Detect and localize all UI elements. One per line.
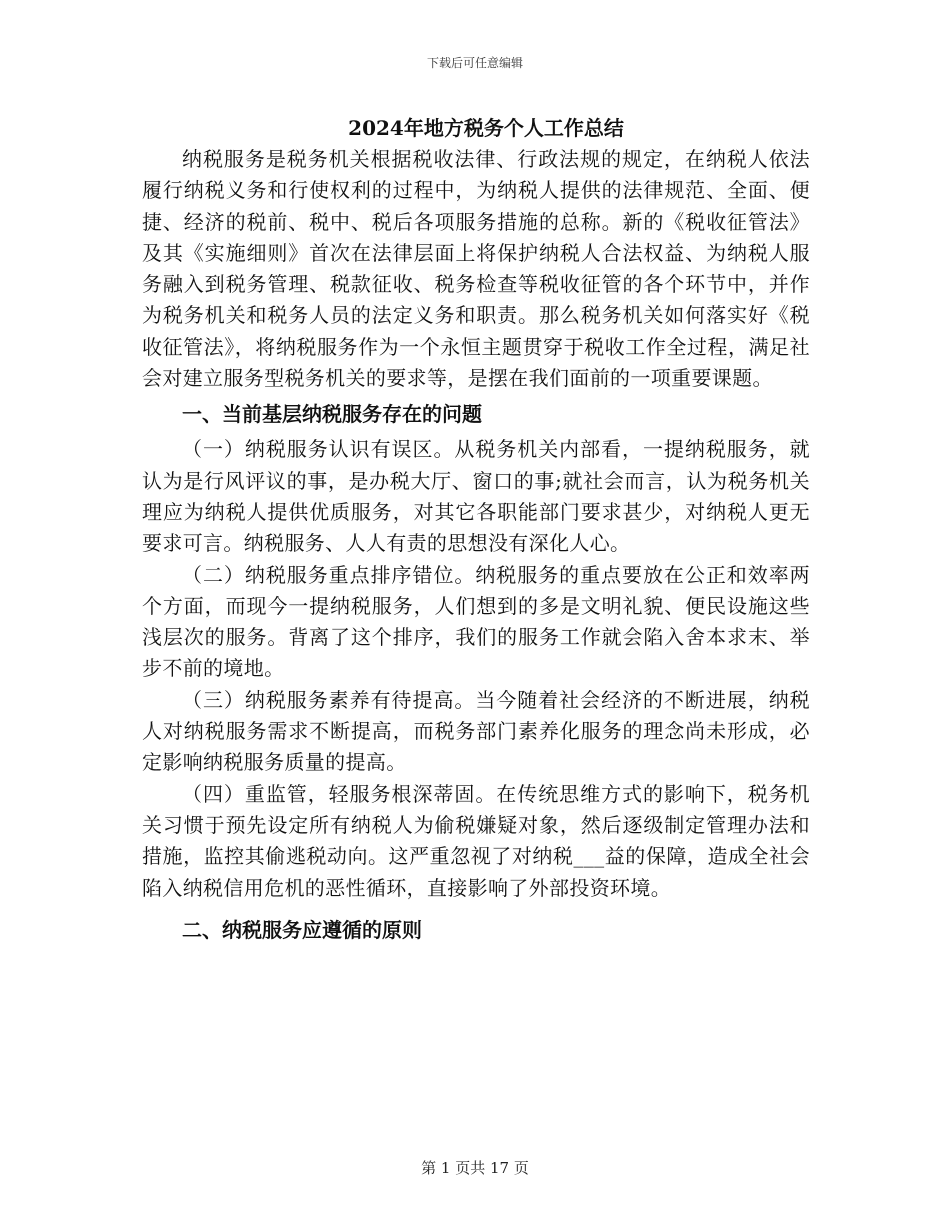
document-body (142, 112, 810, 948)
section-1-paragraph-4: （四）重监管，轻服务根深蒂固。在传统思维方式的影响下，税务机关习惯于预先设定所有纳税人为偷税嫌疑对象，然后逐级制定管理办法和措施，监控其偷逃税动向。这严重忽视了对纳税___益的保障，造成全社会陷入纳税信用危机的恶性循环，直接影响了外部投资环境。 (142, 781, 810, 900)
intro-paragraph: 纳税服务是税务机关根据税收法律、行政法规的规定，在纳税人依法履行纳税义务和行使权利的过程中，为纳税人提供的法律规范、全面、便捷、经济的税前、税中、税后各项服务措施的总称。新的《税收征管法》及其《实施细则》首次在法律层面上将保护纳税人合法权益、为纳税人服务融入到税务管理、税款征收、税务检查等税收征管的各个环节中，并作为税务机关和税务人员的法定义务和职责。那么税务机关如何落实好《税收征管法》，将纳税服务作为一个永恒主题贯穿于税收工作全过程，满足社会对建立服务型税务机关的要求等，是摆在我们面前的一项重要课题。 (142, 147, 810, 391)
header-note: 下载后可任意编辑 (426, 56, 523, 70)
section-1-heading: 一、当前基层纳税服务存在的问题 (182, 402, 482, 427)
document-title: 2024年地方税务个人工作总结 (348, 116, 624, 140)
page-footer: 第 1 页共 17 页 (421, 1159, 529, 1177)
section-2-heading: 二、纳税服务应遵循的原则 (182, 917, 422, 942)
section-1-paragraph-1: （一）纳税服务认识有误区。从税务机关内部看，一提纳税服务，就认为是行风评议的事，是办税大厅、窗口的事;就社会而言，认为税务机关理应为纳税人提供优质服务，对其它各职能部门要求甚少，对纳税人更无要求可言。纳税服务、人人有责的思想没有深化人心。 (142, 437, 810, 556)
section-1-paragraph-3: （三）纳税服务素养有待提高。当今随着社会经济的不断进展，纳税人对纳税服务需求不断提高，而税务部门素养化服务的理念尚未形成，必定影响纳税服务质量的提高。 (142, 687, 810, 775)
section-1-paragraph-2: （二）纳税服务重点排序错位。纳税服务的重点要放在公正和效率两个方面，而现今一提纳税服务，人们想到的多是文明礼貌、便民设施这些浅层次的服务。背离了这个排序，我们的服务工作就会陷入舍本求末、举步不前的境地。 (142, 562, 810, 681)
